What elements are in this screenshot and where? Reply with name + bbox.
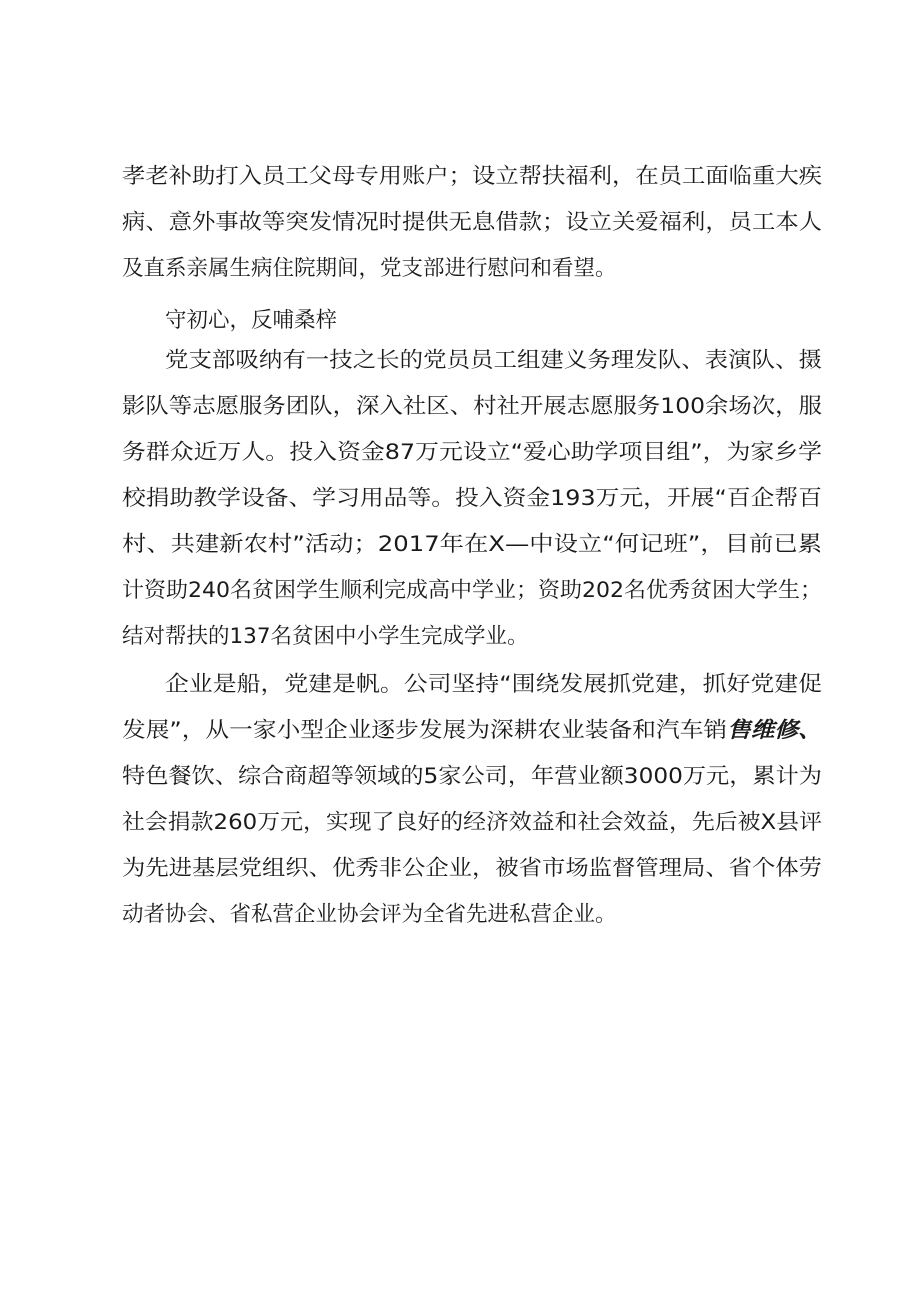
paragraph-line [165,668,822,702]
paragraph-line [122,252,822,286]
line-text: 病、意外事故等突发情况时提供无息借款；设立关爱福利，员工本人 [122,210,822,235]
line-text: 为先进基层党组织、优秀非公企业，被省市场监督管理局、省个体劳 [122,856,822,881]
line-text: 及直系亲属生病住院期间，党支部进行慰问和看望。 [122,256,617,281]
paragraph-line [122,760,822,794]
paragraph-line [122,898,822,932]
paragraph-line [122,852,822,886]
line-text: 企业是船，党建是帆。公司坚持“围绕发展抓党建，抓好党建促 [165,672,822,697]
line-text: 结对帮扶的137名贫困中小学生完成学业。 [122,624,529,649]
paragraph-line [122,436,822,470]
paragraph-line [122,528,822,562]
paragraph-line [122,714,822,748]
paragraph-line [122,574,822,608]
line-text: 动者协会、省私营企业协会评为全省先进私营企业。 [122,902,617,927]
paragraph-line [122,482,822,516]
paragraph-line [122,160,822,194]
line-text: 特色餐饮、综合商超等领域的5家公司，年营业额3000万元，累计为 [122,764,822,789]
paragraph-line [122,206,822,240]
line-text: 校捐助教学设备、学习用品等。投入资金193万元，开展“百企帮百 [122,486,822,511]
line-text: 党支部吸纳有一技之长的党员员工组建义务理发队、表演队、摄 [165,348,822,373]
heading-text: 守初心，反哺桑梓 [165,308,338,333]
paragraph-line [122,390,822,424]
line-text: 影队等志愿服务团队，深入社区、村社开展志愿服务100余场次，服 [122,394,822,419]
line-text: 村、共建新农村”活动；2017年在X—中设立“何记班”，目前已累 [122,532,823,557]
line-text: 务群众近万人。投入资金87万元设立“爱心助学项目组”，为家乡学 [122,440,823,465]
line-text: 计资助240名贫困学生顺利完成高中学业；资助202名优秀贫困大学生； [122,578,822,603]
line-text: 社会捐款260万元，实现了良好的经济效益和社会效益，先后被X县评 [122,810,822,835]
line-text: 发展”，从一家小型企业逐步发展为深耕农业装备和汽车销 [122,718,728,743]
paragraph-line [122,620,822,654]
bold-text-run: 售维修、 [727,718,822,743]
section-heading [165,304,865,338]
paragraph-line [122,806,822,840]
line-text: 孝老补助打入员工父母专用账户；设立帮扶福利，在员工面临重大疾 [122,164,822,189]
paragraph-line [165,344,822,378]
